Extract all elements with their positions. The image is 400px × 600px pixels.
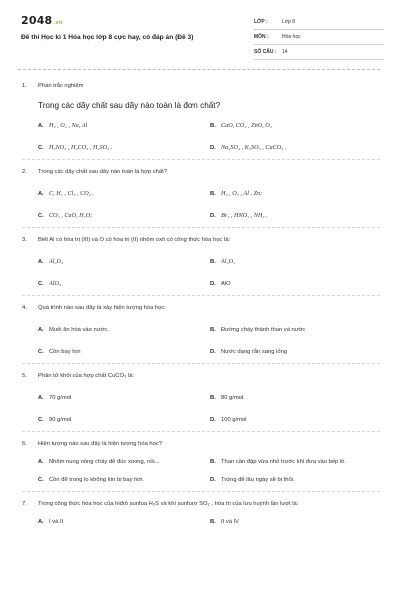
option-text: 80 g/mol: [221, 395, 244, 401]
meta-label: SỐ CÂU :: [254, 49, 277, 55]
answer-options: [38, 122, 382, 130]
option-text: Na₂SO₄ , K₂SO₃ , CuCO₃ .: [221, 144, 287, 151]
option-text: CaO, CO₂ , ZnO, O₂: [221, 122, 272, 129]
answer-options: [38, 212, 382, 220]
meta-row-count: [254, 45, 384, 60]
option-letter: D.: [210, 281, 216, 287]
question-4: [22, 304, 382, 356]
option-text: I và II: [49, 519, 64, 525]
answer-option-b[interactable]: [210, 326, 382, 334]
question-number: 3.: [22, 237, 27, 243]
option-letter: A.: [38, 123, 44, 129]
option-text: Cồn để trong lọ không kín bị bay hơi.: [49, 477, 145, 483]
question-number: 7.: [22, 501, 27, 507]
answer-option-d[interactable]: [210, 416, 382, 424]
option-letter: D.: [210, 349, 216, 355]
option-text: 100 g/mol: [221, 417, 247, 423]
meta-value: Lớp 8: [282, 19, 296, 25]
option-text: Than cần đập vừa nhỏ trước khi đưa vào bếp lò.: [221, 459, 347, 465]
question-divider: [22, 431, 380, 432]
option-letter: D.: [210, 145, 216, 151]
question-5: [22, 372, 382, 424]
question-3: [22, 236, 382, 288]
answer-option-d[interactable]: [210, 476, 382, 484]
option-letter: C.: [38, 281, 44, 287]
option-letter: D.: [210, 477, 216, 483]
option-text: Br₂ , HNO₃ , NH₃ .: [221, 212, 268, 219]
option-letter: B.: [210, 459, 216, 465]
option-letter: C.: [38, 213, 44, 219]
question-text: Trong các dãy chất sau dãy nào toàn là đơn chất?: [38, 101, 221, 110]
meta-row-subject: [254, 30, 384, 45]
option-text: CO₂ , CaO, H₂O;: [49, 212, 93, 219]
answer-options: [38, 190, 382, 198]
option-text: 70 g/mol: [49, 395, 72, 401]
option-letter: C.: [38, 145, 44, 151]
answer-options: [38, 416, 382, 424]
option-letter: C.: [38, 349, 44, 355]
option-text: H₂ , O₂ , Al , Zn;: [221, 190, 263, 197]
option-letter: B.: [210, 327, 216, 333]
header-divider: [18, 69, 380, 70]
option-text: AlO: [221, 281, 231, 287]
question-number: 1.: [22, 83, 27, 89]
option-letter: D.: [210, 417, 216, 423]
answer-option-a[interactable]: [38, 394, 210, 402]
answer-option-c[interactable]: [38, 416, 210, 424]
option-letter: B.: [210, 395, 216, 401]
answer-option-b[interactable]: [210, 458, 382, 466]
question-divider: [22, 295, 380, 296]
option-text: Đường cháy thành than và nước: [221, 327, 306, 333]
option-text: H₂ , O₂ , Na, Al: [49, 122, 88, 129]
answer-options: [38, 258, 382, 266]
question-text: Phân tử khối của hợp chất CuCO₃ là:: [38, 373, 135, 379]
answer-option-b[interactable]: [210, 258, 382, 266]
option-text: C, H₂ , Cl₂ , CO₂ .: [49, 190, 94, 197]
question-list: [22, 82, 382, 526]
question-divider: [22, 159, 380, 160]
option-text: Trứng để lâu ngày sẽ bị thối.: [221, 477, 295, 483]
answer-option-a[interactable]: [38, 190, 210, 198]
page-title: Đề thi Học kì 1 Hóa học lớp 8 cực hay, có đáp án (Đề 3): [21, 34, 194, 41]
answer-option-c[interactable]: [38, 212, 210, 220]
site-logo[interactable]: [21, 14, 63, 27]
question-divider: [22, 363, 380, 364]
option-letter: A.: [38, 395, 44, 401]
meta-row-class: [254, 15, 384, 30]
answer-option-c[interactable]: [38, 144, 210, 152]
option-text: II và IV: [221, 519, 240, 525]
logo-text: 2048: [21, 14, 53, 27]
question-6: [22, 440, 382, 484]
question-number: 2.: [22, 169, 27, 175]
option-letter: A.: [38, 191, 44, 197]
answer-option-c[interactable]: [38, 476, 210, 484]
option-text: Muối ăn hòa vào nước.: [49, 327, 109, 333]
question-2: [22, 168, 382, 220]
answer-options: [38, 458, 382, 466]
answer-option-b[interactable]: [210, 518, 382, 526]
option-letter: A.: [38, 459, 44, 465]
question-text: Hiện tượng nào sau đây là hiện tượng hóa học?: [38, 441, 162, 447]
logo-suffix: .vn: [53, 20, 63, 26]
question-number: 5.: [22, 373, 27, 379]
answer-option-d[interactable]: [210, 348, 382, 356]
exam-meta: [254, 15, 384, 60]
meta-value: 14: [282, 49, 288, 55]
option-text: Nước dạng rắn sang lỏng: [221, 349, 288, 355]
answer-option-c[interactable]: [38, 348, 210, 356]
question-text: Trong các dãy chất sau dãy nào toàn là hợp chất?: [38, 169, 167, 175]
option-letter: B.: [210, 259, 216, 265]
answer-option-d[interactable]: [210, 280, 382, 288]
question-number: 6.: [22, 441, 27, 447]
question-text: Quá trình nào sau đây là xảy hiện tượng hóa học:: [38, 305, 166, 311]
option-letter: C.: [38, 417, 44, 423]
option-letter: A.: [38, 259, 44, 265]
option-text: H₂NO₃ , H₂CO₃ , H₂SO₄ .: [49, 144, 113, 151]
option-letter: B.: [210, 191, 216, 197]
question-section-label: Phần trắc nghiệm: [38, 83, 84, 89]
answer-option-a[interactable]: [38, 258, 210, 266]
question-1: [22, 82, 382, 152]
answer-option-d[interactable]: [210, 144, 382, 152]
question-text: Biết Al có hóa trị (III) và O có hóa trị (II) nhôm oxit có công thức hóa học là:: [38, 237, 231, 243]
option-text: 90 g/mol: [49, 417, 72, 423]
answer-option-b[interactable]: [210, 394, 382, 402]
answer-option-a[interactable]: [38, 458, 210, 466]
answer-options: [38, 326, 382, 334]
page-header: [0, 0, 400, 66]
answer-options: [38, 348, 382, 356]
answer-options: [38, 476, 382, 484]
answer-options: [38, 394, 382, 402]
answer-option-c[interactable]: [38, 280, 210, 288]
option-letter: C.: [38, 477, 44, 483]
answer-option-b[interactable]: [210, 190, 382, 198]
option-letter: B.: [210, 519, 216, 525]
answer-option-a[interactable]: [38, 326, 210, 334]
option-letter: A.: [38, 519, 44, 525]
option-text: Al₂O₃: [49, 258, 64, 265]
answer-options: [38, 518, 382, 526]
option-letter: D.: [210, 213, 216, 219]
question-number: 4.: [22, 305, 27, 311]
option-letter: A.: [38, 327, 44, 333]
meta-value: Hóa học: [282, 34, 301, 40]
answer-option-b[interactable]: [210, 122, 382, 130]
option-text: AlO₃: [49, 280, 62, 287]
answer-options: [38, 144, 382, 152]
question-divider: [22, 491, 380, 492]
answer-options: [38, 280, 382, 288]
option-text: Al₃O₂: [221, 258, 236, 265]
option-letter: B.: [210, 123, 216, 129]
answer-option-a[interactable]: [38, 518, 210, 526]
question-divider: [22, 227, 380, 228]
option-text: Nhôm nung nóng chảy để đúc xoong, nồi...: [49, 459, 160, 465]
meta-label: MÔN :: [254, 34, 269, 40]
question-text: Trong công thức hóa học của hiđrô sunfua H₂S và khí sunfurơ SO₂ , hóa trị của lưu huỳnh lần lượt là:: [38, 501, 299, 507]
answer-option-a[interactable]: [38, 122, 210, 130]
answer-option-d[interactable]: [210, 212, 382, 220]
option-text: Cồn bay hơi: [49, 349, 81, 355]
meta-label: LỚP :: [254, 19, 268, 25]
question-7: [22, 500, 382, 526]
